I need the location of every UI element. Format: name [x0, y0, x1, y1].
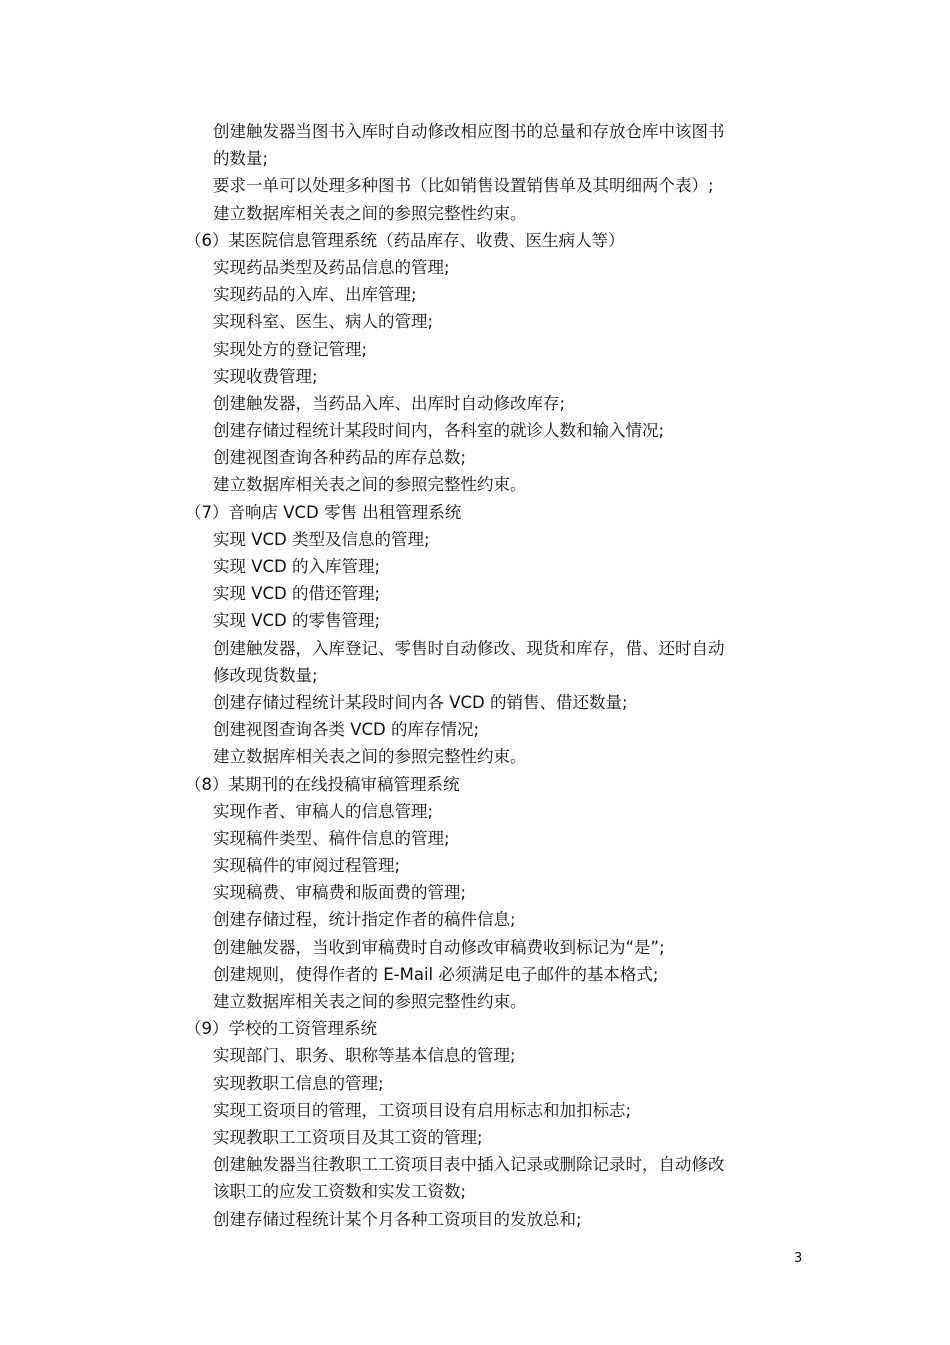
page-number: 3 — [794, 1251, 803, 1266]
requirement-line: 实现 VCD 的借还管理; — [213, 584, 381, 604]
section-heading: （7）音响店 VCD 零售 出租管理系统 — [185, 502, 462, 522]
requirement-line: 创建触发器，当收到审稿费时自动修改审稿费收到标记为“是”; — [213, 937, 665, 957]
requirement-line: 创建触发器当往教职工工资项目表中插入记录或删除记录时，自动修改 — [213, 1155, 725, 1175]
requirement-line: 创建触发器当图书入库时自动修改相应图书的总量和存放仓库中该图书 — [213, 122, 725, 141]
requirement-line: 创建触发器，当药品入库、出库时自动修改库存; — [213, 393, 566, 413]
requirement-line: 实现教职工信息的管理; — [213, 1073, 384, 1093]
requirement-line: 创建规则，使得作者的 E-Mail 必须满足电子邮件的基本格式; — [213, 964, 659, 984]
requirement-line: 实现 VCD 类型及信息的管理; — [213, 529, 430, 549]
requirement-line: 要求一单可以处理多种图书（比如销售设置销售单及其明细两个表）; — [213, 176, 714, 196]
requirement-line: 实现作者、审稿人的信息管理; — [213, 801, 434, 821]
requirement-line: 建立数据库相关表之间的参照完整性约束。 — [213, 203, 527, 223]
requirement-line: 创建存储过程统计某段时间内，各科室的就诊人数和输入情况; — [213, 421, 665, 441]
requirement-line: 实现处方的登记管理; — [213, 339, 368, 359]
section-heading: （9）学校的工资管理系统 — [185, 1019, 377, 1039]
requirement-line: 实现稿件的审阅过程管理; — [213, 856, 401, 876]
requirement-line: 实现药品类型及药品信息的管理; — [213, 257, 450, 277]
requirement-line: 建立数据库相关表之间的参照完整性约束。 — [213, 747, 527, 767]
requirement-line: 建立数据库相关表之间的参照完整性约束。 — [213, 992, 527, 1011]
requirement-line: 创建触发器，入库登记、零售时自动修改、现货和库存，借、还时自动 — [213, 638, 725, 658]
requirement-line: 修改现货数量; — [213, 665, 318, 685]
requirement-line: 创建存储过程统计某段时间内各 VCD 的销售、借还数量; — [213, 692, 628, 712]
document-body — [0, 118, 950, 1233]
section-heading: （6）某医院信息管理系统（药品库存、收费、医生病人等） — [185, 230, 625, 250]
requirement-line: 实现部门、职务、职称等基本信息的管理; — [213, 1046, 516, 1066]
requirement-line: 创建视图查询各种药品的库存总数; — [213, 448, 467, 468]
requirement-line: 实现工资项目的管理，工资项目设有启用标志和加扣标志; — [213, 1100, 632, 1120]
requirement-line: 实现药品的入库、出库管理; — [213, 285, 417, 305]
requirement-line: 创建存储过程，统计指定作者的稿件信息; — [213, 910, 516, 930]
requirement-line: 实现稿费、审稿费和版面费的管理; — [213, 883, 467, 903]
requirement-line: 建立数据库相关表之间的参照完整性约束。 — [213, 475, 527, 495]
requirement-line: 实现 VCD 的零售管理; — [213, 611, 381, 631]
requirement-line: 实现稿件类型、稿件信息的管理; — [213, 828, 450, 848]
section-heading: （8）某期刊的在线投稿审稿管理系统 — [185, 774, 460, 794]
requirement-line: 实现收费管理; — [213, 366, 318, 386]
requirement-line: 实现科室、医生、病人的管理; — [213, 312, 434, 332]
requirement-line: 创建视图查询各类 VCD 的库存情况; — [213, 720, 480, 740]
requirement-line: 创建存储过程统计某个月各种工资项目的发放总和; — [213, 1209, 582, 1229]
requirement-line: 的数量; — [213, 149, 269, 169]
requirement-line: 实现教职工工资项目及其工资的管理; — [213, 1127, 483, 1147]
requirement-line: 实现 VCD 的入库管理; — [213, 557, 381, 576]
requirement-line: 该职工的应发工资数和实发工资数; — [213, 1182, 467, 1202]
